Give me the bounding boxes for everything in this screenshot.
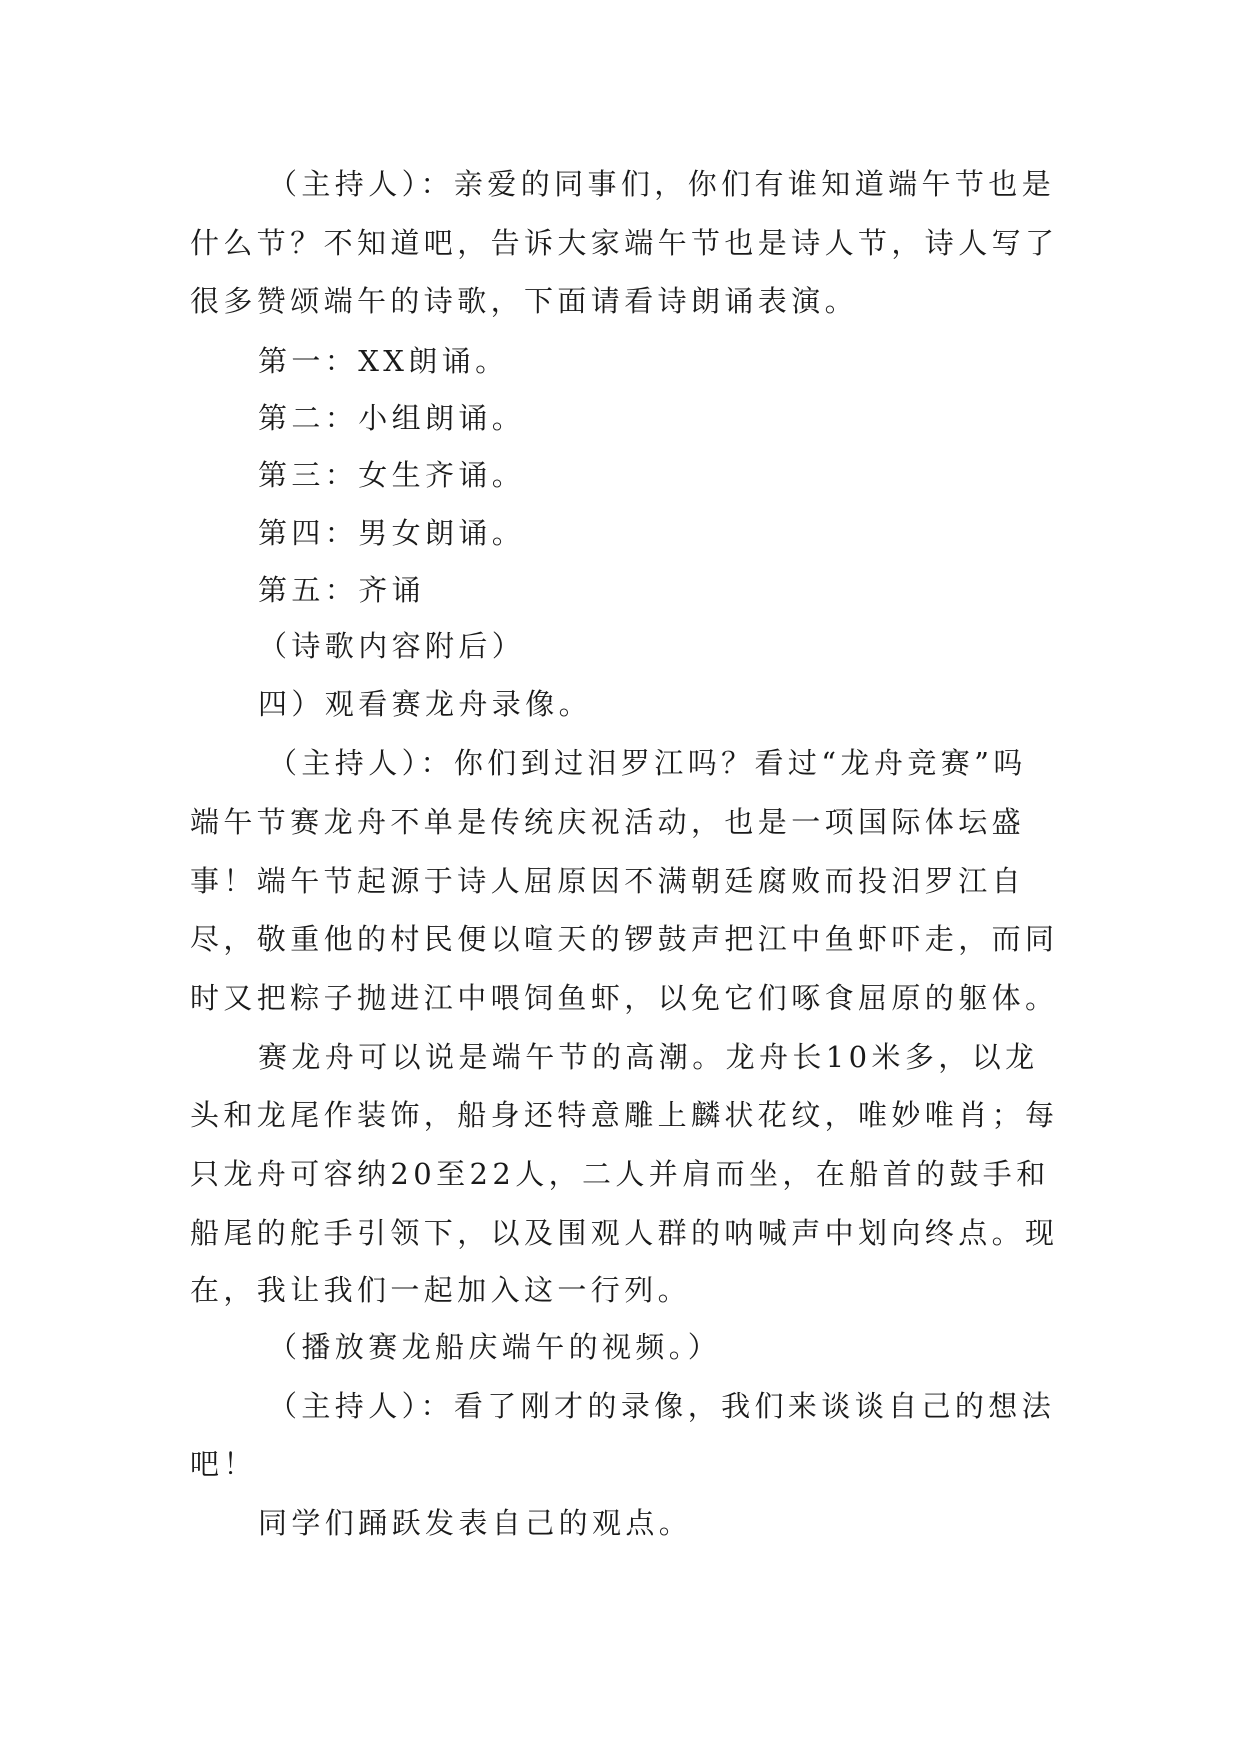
- paragraph-line: 同学们踊跃发表自己的观点。: [258, 1506, 693, 1540]
- section-heading: 四）观看赛龙舟录像。: [258, 687, 593, 721]
- list-item: 第二：小组朗诵。: [258, 401, 526, 435]
- list-item: 第一：XX朗诵。: [258, 344, 509, 378]
- paragraph-line: 吧！: [190, 1447, 257, 1481]
- paragraph-line: 在，我让我们一起加入这一行列。: [190, 1273, 692, 1307]
- paragraph-line: 头和龙尾作装饰，船身还特意雕上麟状花纹，唯妙唯肖；每: [190, 1098, 1059, 1132]
- paragraph-line: 端午节赛龙舟不单是传统庆祝活动，也是一项国际体坛盛: [190, 805, 1026, 839]
- note-line: （诗歌内容附后）: [258, 629, 526, 663]
- paragraph-line: （主持人）：你们到过汨罗江吗？看过“龙舟竞赛”吗: [268, 746, 1027, 780]
- paragraph-line: 只龙舟可容纳20至22人，二人并肩而坐，在船首的鼓手和: [190, 1157, 1050, 1191]
- paragraph-line: （主持人）：看了刚才的录像，我们来谈谈自己的想法: [268, 1389, 1056, 1423]
- paragraph-line: 时又把粽子抛进江中喂饲鱼虾，以免它们啄食屈原的躯体。: [190, 981, 1059, 1015]
- paragraph-line: （主持人）：亲爱的同事们，你们有谁知道端午节也是: [268, 167, 1056, 201]
- list-item: 第三：女生齐诵。: [258, 458, 526, 492]
- stage-direction: （播放赛龙船庆端午的视频。）: [268, 1330, 722, 1364]
- list-item: 第五：齐诵: [258, 573, 426, 607]
- paragraph-line: 尽，敬重他的村民便以喧天的锣鼓声把江中鱼虾吓走，而同: [190, 922, 1059, 956]
- list-item: 第四：男女朗诵。: [258, 516, 526, 550]
- paragraph-line: 事！端午节起源于诗人屈原因不满朝廷腐败而投汨罗江自: [190, 864, 1026, 898]
- paragraph-line: 船尾的舵手引领下，以及围观人群的呐喊声中划向终点。现: [190, 1216, 1059, 1250]
- paragraph-line: 什么节？不知道吧，告诉大家端午节也是诗人节，诗人写了: [190, 226, 1059, 260]
- paragraph-line: 很多赞颂端午的诗歌，下面请看诗朗诵表演。: [190, 284, 859, 318]
- paragraph-line: 赛龙舟可以说是端午节的高潮。龙舟长10米多，以龙: [258, 1040, 1039, 1074]
